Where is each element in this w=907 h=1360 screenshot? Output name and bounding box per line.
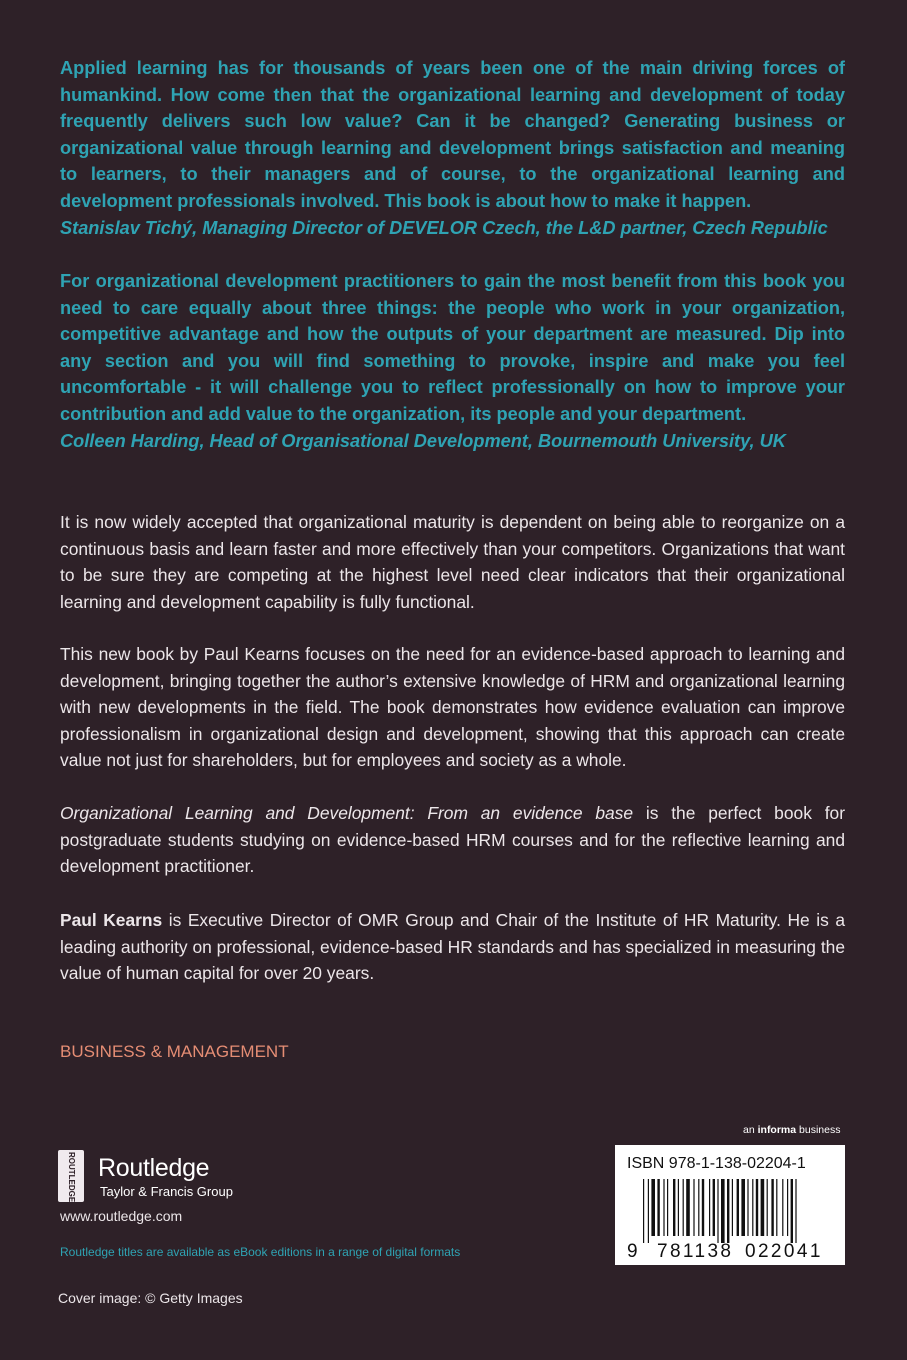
routledge-mark-text: ROUTLEDGE: [67, 1152, 76, 1203]
description-paragraph-1: It is now widely accepted that organizational maturity is dependent on being able to reorganize on a continuous basis and learn faster and more effectively than your competitors. Organizations that want to be sure they are competing at the highest level need clear indicators that their organizational learning and development capability is fully functional.: [60, 512, 845, 612]
book-title: Organizational Learning and Development: From an evidence base: [60, 803, 634, 823]
routledge-mark-icon: [58, 1150, 84, 1202]
informa-business-label: [743, 1124, 840, 1136]
author-name: Paul Kearns: [60, 910, 163, 930]
publisher-website: www.routledge.com: [60, 1208, 183, 1224]
ebook-note: Routledge titles are available as eBook editions in a range of digital formats: [60, 1245, 461, 1259]
barcode-first-digit: 9: [627, 1241, 638, 1262]
quote-1-attribution: Stanislav Tichý, Managing Director of DEVELOR Czech, the L&D partner, Czech Republic: [60, 217, 828, 238]
informa-suffix: business: [796, 1124, 841, 1136]
barcode-digits: [615, 1145, 845, 1265]
description-paragraph-3: [60, 800, 845, 880]
barcode-group-1: 781138: [657, 1241, 734, 1262]
quote-1-text: Applied learning has for thousands of years been one of the main driving forces of humankind. How come then that the organizational learning and development of today frequently delivers such low value? Can it be changed? Generating business or organizational value through learning and development brings satisfaction and meaning to learners, to their managers and of course, to the organizational learning and development professionals involved. This book is about how to make it happen.: [60, 58, 845, 211]
description-paragraph-3-text: is the perfect book for postgraduate students studying on evidence-based HRM courses and for the reflective learning and development practitioner.: [60, 803, 845, 877]
publisher-group: Taylor & Francis Group: [100, 1184, 233, 1199]
informa-prefix: an: [743, 1124, 758, 1136]
barcode-group-2: 022041: [745, 1241, 823, 1262]
author-bio: [60, 907, 845, 987]
quote-2-text: For organizational development practitioners to gain the most benefit from this book you need to care equally about three things: the people who work in your organization, competitive advantage and how the outputs of your department are measured. Dip into any section and you will find something to provoke, inspire and make you feel uncomfortable - it will challenge you to reflect professionally on how to improve your contribution and add value to the organization, its people and your department.: [60, 271, 845, 424]
description-paragraph-2: This new book by Paul Kearns focuses on the need for an evidence-based approach to learning and development, bringing together the author’s extensive knowledge of HRM and organizational learning with new developments in the field. The book demonstrates how evidence evaluation can improve professionalism in organizational design and development, showing that this approach can create value not just for shareholders, but for employees and society as a whole.: [60, 644, 845, 771]
routledge-logo: [58, 1150, 258, 1208]
publisher-name: Routledge: [98, 1154, 210, 1182]
endorsement-quote-2: [60, 268, 845, 454]
endorsement-quote-1: [60, 55, 845, 241]
cover-credit: Cover image: © Getty Images: [58, 1290, 243, 1306]
subject-category: BUSINESS & MANAGEMENT: [60, 1042, 289, 1061]
author-bio-text: is Executive Director of OMR Group and Chair of the Institute of HR Maturity. He is a leading authority on professional, evidence-based HR standards and has specialized in measuring the value of human capital for over 20 years.: [60, 910, 845, 984]
informa-brand: informa: [757, 1124, 797, 1136]
isbn-label: ISBN 978-1-138-02204-1: [627, 1155, 806, 1172]
isbn-barcode: [615, 1145, 845, 1265]
quote-2-attribution: Colleen Harding, Head of Organisational Development, Bournemouth University, UK: [60, 430, 786, 451]
